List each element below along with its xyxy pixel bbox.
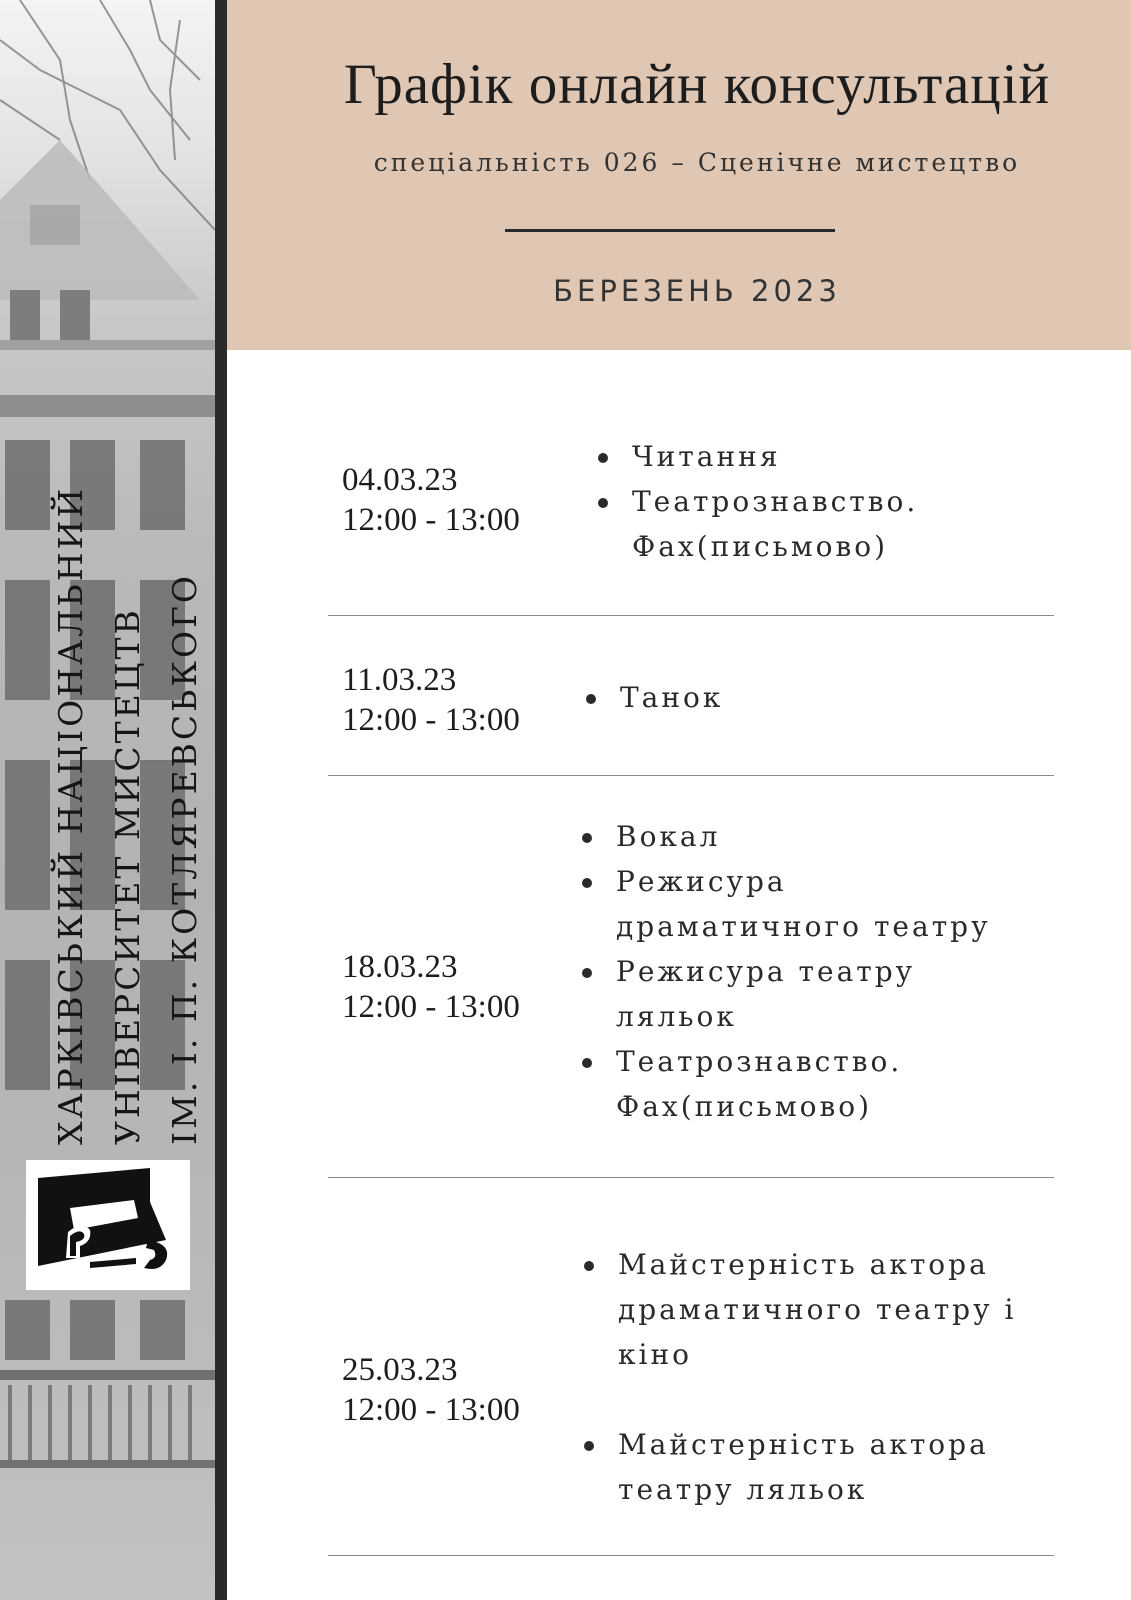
- row-date: 11.03.23: [342, 662, 457, 698]
- consultation-list: [584, 1242, 1024, 1512]
- bullet-icon: [584, 1261, 594, 1271]
- schedule-row: [328, 1230, 1054, 1550]
- row-datetime: [342, 947, 520, 1027]
- row-datetime: [342, 460, 520, 540]
- university-name-line: ІМ. І. П. КОТЛЯРЕВСЬКОГО: [165, 573, 204, 1145]
- specialty-subtitle: спеціальність 026 – Сценічне мистецтво: [373, 148, 1021, 177]
- consultation-item: Театрознавство. Фах(письмово): [582, 1039, 1022, 1129]
- consultation-item: Вокал: [582, 814, 1022, 859]
- bullet-icon: [582, 833, 592, 843]
- sidebar-border: [215, 0, 227, 1600]
- bullet-icon: [598, 498, 608, 508]
- row-time: 12:00 - 13:00: [342, 702, 520, 738]
- schedule-row: [328, 420, 1054, 610]
- row-datetime: [342, 1350, 520, 1430]
- consultation-item: Театрознавство. Фах(письмово): [598, 479, 1038, 569]
- consultation-list: [598, 434, 1038, 569]
- month-label: БЕРЕЗЕНЬ 2023: [553, 274, 841, 308]
- consultation-item: Режисура драматичного театру: [582, 859, 1022, 949]
- university-name: [42, 355, 204, 1145]
- consultation-item: Читання: [598, 434, 1038, 479]
- row-divider: [328, 775, 1054, 776]
- consultation-item: Танок: [586, 675, 1036, 720]
- university-name-line: ХАРКІВСЬКИЙ НАЦІОНАЛЬНИЙ: [51, 485, 90, 1145]
- schedule-row: [328, 640, 1054, 770]
- row-time: 12:00 - 13:00: [342, 502, 520, 538]
- bullet-icon: [582, 968, 592, 978]
- row-divider: [328, 615, 1054, 616]
- consultation-list: [582, 814, 1022, 1129]
- row-time: 12:00 - 13:00: [342, 989, 520, 1025]
- consultation-item: Майстерність актора театру ляльок: [584, 1422, 1024, 1512]
- page-title: Графік онлайн консультацій: [343, 53, 1051, 116]
- row-divider: [328, 1555, 1054, 1556]
- row-datetime: [342, 660, 520, 740]
- header-divider: [505, 229, 835, 232]
- consultation-item: Режисура театру ляльок: [582, 949, 1022, 1039]
- schedule-row: [328, 800, 1054, 1170]
- bullet-icon: [584, 1441, 594, 1451]
- row-time: 12:00 - 13:00: [342, 1392, 520, 1428]
- university-name-line: УНІВЕРСИТЕТ МИСТЕЦТВ: [108, 607, 147, 1145]
- university-logo: [26, 1160, 190, 1290]
- row-date: 04.03.23: [342, 462, 458, 498]
- logo-mark-icon: [26, 1160, 190, 1290]
- bullet-icon: [582, 1058, 592, 1068]
- row-divider: [328, 1177, 1054, 1178]
- bullet-icon: [598, 453, 608, 463]
- consultation-list: [586, 675, 1036, 720]
- row-date: 25.03.23: [342, 1352, 458, 1388]
- consultation-item: Майстерність актора драматичного театру і кіно: [584, 1242, 1024, 1377]
- row-date: 18.03.23: [342, 949, 458, 985]
- header-panel: [227, 0, 1131, 350]
- bullet-icon: [582, 878, 592, 888]
- bullet-icon: [586, 694, 596, 704]
